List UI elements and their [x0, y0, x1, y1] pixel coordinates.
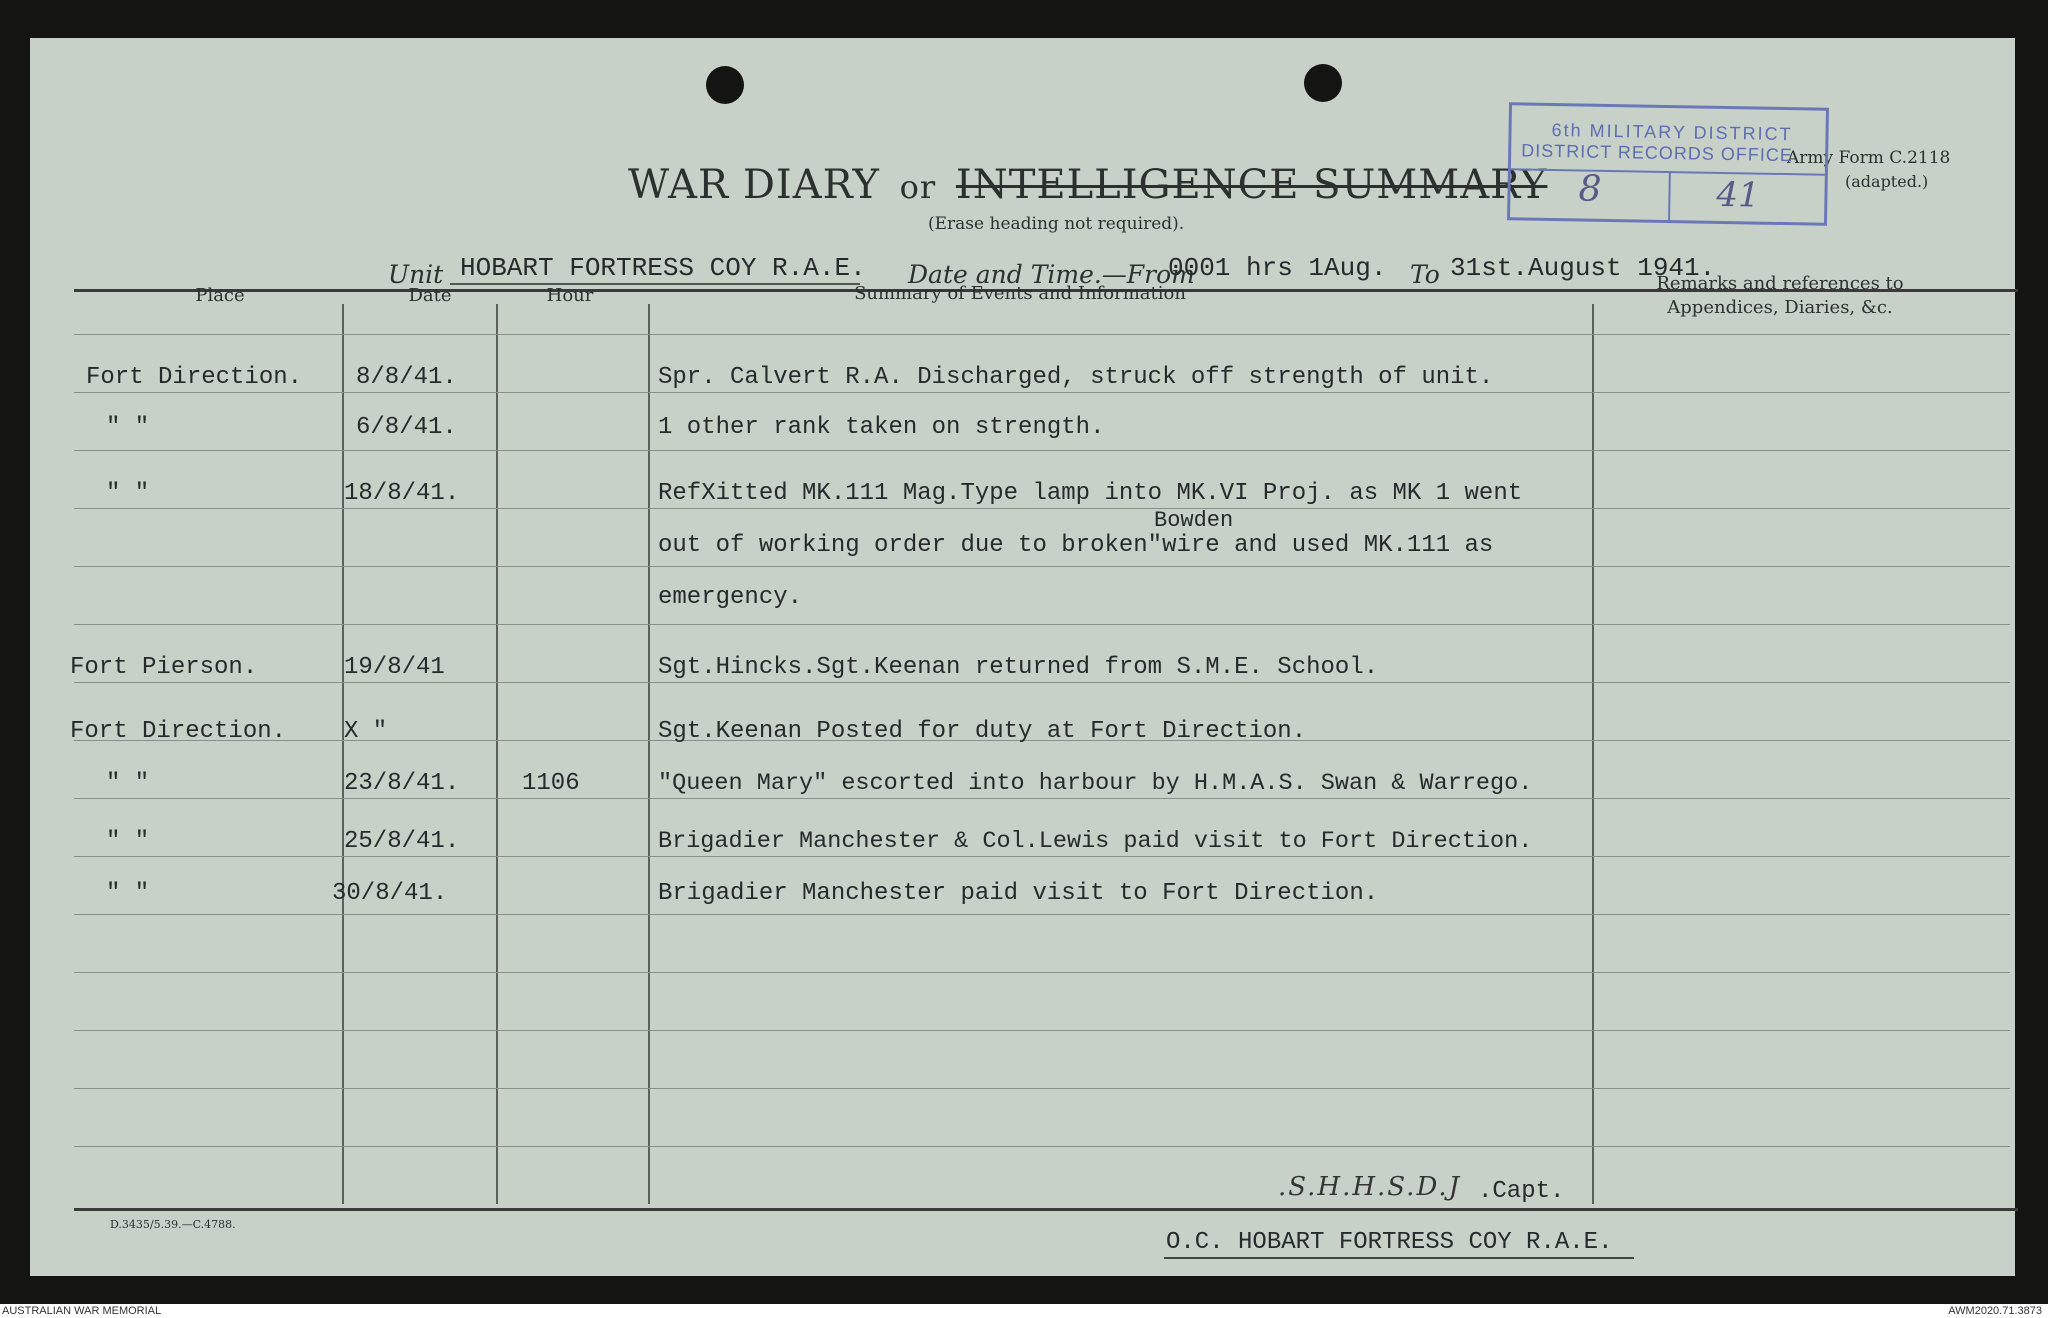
row-rule — [74, 334, 2010, 335]
column-header-date: Date — [408, 285, 452, 306]
stamp-box-divider — [1668, 171, 1671, 223]
archive-reference: AWM2020.71.3873 — [1948, 1305, 2042, 1317]
row-rule — [74, 798, 2010, 799]
adapted-note: (adapted.) — [1845, 172, 1929, 191]
entry-summary: Sgt.Hincks.Sgt.Keenan returned from S.M.E. School. — [658, 654, 1379, 681]
entry-place: " " — [106, 880, 150, 907]
row-rule — [74, 682, 2010, 683]
entry-date: 23/8/41. — [344, 770, 460, 797]
column-header-summary: Summary of Events and Information — [854, 283, 1186, 304]
entry-summary: Sgt.Keenan Posted for duty at Fort Direction. — [658, 718, 1307, 745]
entry-hour: 1106 — [522, 770, 580, 797]
print-code: D.3435/5.39.—C.4788. — [110, 1218, 236, 1231]
officer-signature: .S.H.H.S.D.J — [1278, 1172, 1462, 1202]
entry-date: 19/8/41 — [344, 654, 445, 681]
records-office-stamp — [1507, 102, 1829, 226]
row-rule — [74, 508, 2010, 509]
row-rule — [74, 1030, 2010, 1031]
war-diary-form — [30, 38, 2015, 1276]
signature-rank: .Capt. — [1478, 1178, 1565, 1205]
entry-place: " " — [106, 770, 150, 797]
officer-underline — [1164, 1257, 1634, 1259]
row-rule — [74, 624, 2010, 625]
entry-summary: emergency. — [658, 584, 803, 611]
column-divider — [648, 304, 650, 1204]
column-divider — [342, 304, 344, 1204]
entry-summary: "Queen Mary" escorted into harbour by H.M.A.S. Swan & Warrego. — [658, 770, 1533, 797]
entry-place: " " — [106, 480, 150, 507]
row-rule — [74, 1146, 2010, 1147]
title-main: WAR DIARY — [628, 162, 880, 208]
erase-note: (Erase heading not required). — [928, 214, 1185, 234]
entry-date: X " — [344, 718, 388, 745]
entry-place: Fort Direction. — [86, 364, 303, 391]
form-title — [628, 162, 1547, 208]
stamp-number-left: 8 — [1578, 168, 1602, 210]
datetime-label: Date and Time.—From — [908, 260, 1195, 289]
row-rule — [74, 856, 2010, 857]
title-struck-out: INTELLIGENCE SUMMARY — [955, 162, 1548, 208]
entry-place: Fort Pierson. — [70, 654, 258, 681]
entry-summary: 1 other rank taken on strength. — [658, 414, 1105, 441]
stamp-number-right: 41 — [1716, 174, 1761, 216]
column-divider — [1592, 304, 1594, 1204]
punch-hole-right — [1304, 64, 1342, 102]
stamp-line-1: 6th MILITARY DISTRICT — [1551, 119, 1793, 145]
entry-place: " " — [106, 828, 150, 855]
datetime-from: 0001 hrs 1Aug. — [1168, 253, 1387, 283]
entry-summary: Brigadier Manchester & Col.Lewis paid visit to Fort Direction. — [658, 828, 1533, 855]
footer-rule — [74, 1208, 2018, 1211]
archive-credit: AUSTRALIAN WAR MEMORIAL — [2, 1305, 162, 1317]
entry-place: Fort Direction. — [70, 718, 287, 745]
entry-summary: out of working order due to broken"wire and used MK.111 as — [658, 532, 1494, 559]
entry-summary-insertion: Bowden — [1154, 508, 1234, 533]
column-header-place: Place — [195, 285, 245, 306]
army-form-number: Army Form C.2118 — [1787, 148, 1951, 168]
entry-place: " " — [106, 414, 150, 441]
entry-date: 25/8/41. — [344, 828, 460, 855]
datetime-to: 31st.August 1941. — [1450, 253, 1716, 283]
row-rule — [74, 392, 2010, 393]
entry-date: 6/8/41. — [356, 414, 457, 441]
unit-value: HOBART FORTRESS COY R.A.E. — [460, 253, 866, 283]
row-rule — [74, 914, 2010, 915]
title-or: or — [899, 168, 937, 206]
entry-date: 30/8/41. — [332, 880, 448, 907]
entry-summary: Brigadier Manchester paid visit to Fort Direction. — [658, 880, 1379, 907]
column-header-hour: Hour — [546, 285, 594, 306]
entry-date: 8/8/41. — [356, 364, 457, 391]
entry-date: 18/8/41. — [344, 480, 460, 507]
stamp-line-2: DISTRICT RECORDS OFFICE — [1521, 140, 1794, 166]
column-header-remarks: Remarks and references to Appendices, Diaries, &c. — [1656, 273, 1904, 318]
row-rule — [74, 1088, 2010, 1089]
column-divider — [496, 304, 498, 1204]
row-rule — [74, 972, 2010, 973]
officer-commanding: O.C. HOBART FORTRESS COY R.A.E. — [1166, 1229, 1613, 1256]
unit-label: Unit — [388, 260, 444, 289]
row-rule — [74, 566, 2010, 567]
datetime-to-label: To — [1410, 260, 1440, 289]
entry-summary: RefXitted MK.111 Mag.Type lamp into MK.VI Proj. as MK 1 went — [658, 480, 1523, 507]
punch-hole-left — [706, 66, 744, 104]
entry-summary: Spr. Calvert R.A. Discharged, struck off strength of unit. — [658, 364, 1494, 391]
row-rule — [74, 450, 2010, 451]
